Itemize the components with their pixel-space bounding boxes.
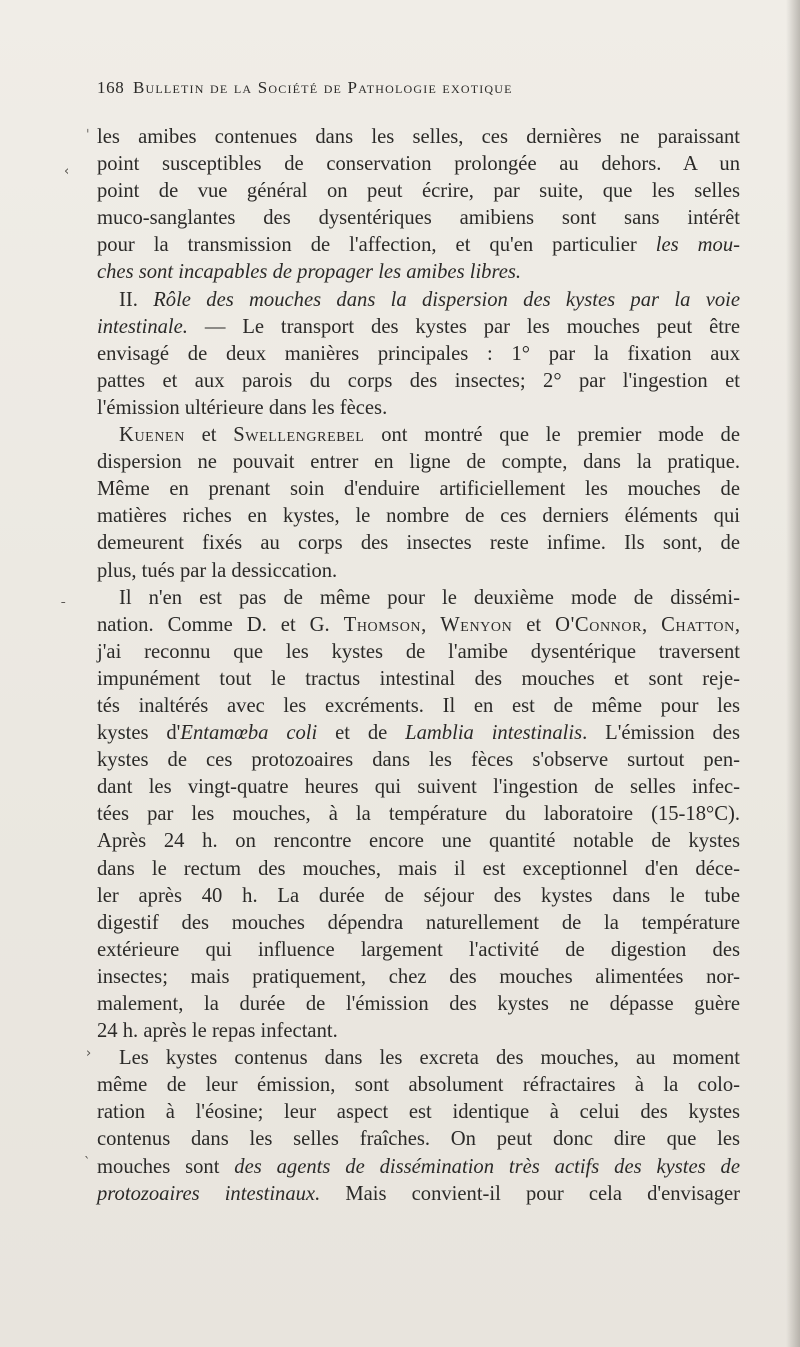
text-line: Après 24 h. on rencontre encore une quantité notable de kystes: [97, 830, 740, 853]
text-line: l'émission ultérieure dans les fèces.: [97, 396, 388, 419]
text-line: intestinale. — Le transport des kystes par les mouches peut être: [97, 315, 740, 338]
text-line: 24 h. après le repas infectant.: [97, 1020, 338, 1043]
body-text: [97, 124, 740, 1208]
text-line: kystes d'Entamœba coli et de Lamblia intestinalis. L'émission des: [97, 722, 740, 745]
text-line: dans le rectum des mouches, mais il est exceptionnel d'en déce-: [97, 857, 740, 880]
margin-mark: ˈ: [86, 128, 90, 143]
text-line: digestif des mouches dépendra naturellement de la température: [97, 911, 740, 934]
text-line: j'ai reconnu que les kystes de l'amibe dysentérique traversent: [97, 640, 740, 663]
running-header: [97, 78, 657, 102]
text-line: Même en prenant soin d'enduire artificiellement les mouches de: [97, 478, 740, 501]
text-line: malement, la durée de l'émission des kystes ne dépasse guère: [97, 993, 740, 1015]
text-line: impunément tout le tractus intestinal des mouches et sont reje-: [97, 667, 740, 690]
text-line: Il n'en est pas de même pour le deuxième mode de dissémi-: [119, 586, 740, 609]
text-line: matières riches en kystes, le nombre de ces derniers éléments qui: [97, 505, 740, 528]
text-line: demeurent fixés au corps des insectes reste infime. Ils sont, de: [97, 532, 740, 555]
text-line: ches sont incapables de propager les amibes libres.: [97, 261, 522, 284]
text-line: tés inaltérés avec les excréments. Il en est de même pour les: [97, 694, 740, 717]
text-line: point susceptibles de conservation prolongée au dehors. A un: [97, 153, 740, 176]
margin-mark: ˍ: [60, 590, 67, 605]
text-line: insectes; mais pratiquement, chez des mouches alimentées nor-: [97, 965, 740, 988]
text-line: ration à l'éosine; leur aspect est identique à celui des kystes: [97, 1101, 740, 1124]
text-line: dispersion ne pouvait entrer en ligne de compte, dans la pratique.: [97, 451, 740, 474]
text-line: dant les vingt-quatre heures qui suivent l'ingestion de selles infec-: [97, 776, 740, 799]
text-line: contenus dans les selles fraîches. On peut donc dire que les: [97, 1128, 740, 1151]
page-number: 168: [97, 78, 125, 97]
text-line: Kuenen et Swellengrebel ont montré que le premier mode de: [119, 424, 740, 447]
text-line: II. Rôle des mouches dans la dispersion des kystes par la voie: [119, 288, 740, 311]
text-line: kystes de ces protozoaires dans les fèces s'observe surtout pen-: [97, 749, 740, 772]
text-line: point de vue général on peut écrire, par suite, que les selles: [97, 180, 740, 203]
margin-mark: ›: [86, 1046, 92, 1061]
text-line: pour la transmission de l'affection, et qu'en particulier les mou-: [97, 234, 740, 257]
text-line: tées par les mouches, à la température du laboratoire (15-18°C).: [97, 803, 740, 826]
text-line: plus, tués par la dessiccation.: [97, 559, 338, 582]
text-line: Les kystes contenus dans les excreta des mouches, au moment: [119, 1047, 740, 1070]
text-line: mouches sont des agents de dissémination très actifs des kystes de: [97, 1155, 740, 1178]
page-edge-shadow: [786, 0, 800, 1347]
text-line: même de leur émission, sont absolument réfractaires à la colo-: [97, 1074, 740, 1097]
margin-mark: ˋ: [84, 1156, 91, 1171]
text-line: ler après 40 h. La durée de séjour des kystes dans le tube: [97, 884, 740, 907]
margin-mark: ‹: [64, 164, 70, 179]
text-line: muco-sanglantes des dysentériques amibiens sont sans intérêt: [97, 207, 740, 230]
text-line: pattes et aux parois du corps des insectes; 2° par l'ingestion et: [97, 369, 740, 392]
text-line: les amibes contenues dans les selles, ces dernières ne paraissant: [97, 126, 740, 148]
text-line: envisagé de deux manières principales : 1° par la fixation aux: [97, 342, 740, 365]
text-line: protozoaires intestinaux. Mais convient-il pour cela d'envisager: [97, 1182, 740, 1205]
text-line: nation. Comme D. et G. Thomson, Wenyon et O'Connor, Chatton,: [97, 613, 741, 636]
text-line: extérieure qui influence largement l'activité de digestion des: [97, 938, 740, 961]
running-title: Bulletin de la Société de Pathologie exotique: [133, 78, 513, 97]
